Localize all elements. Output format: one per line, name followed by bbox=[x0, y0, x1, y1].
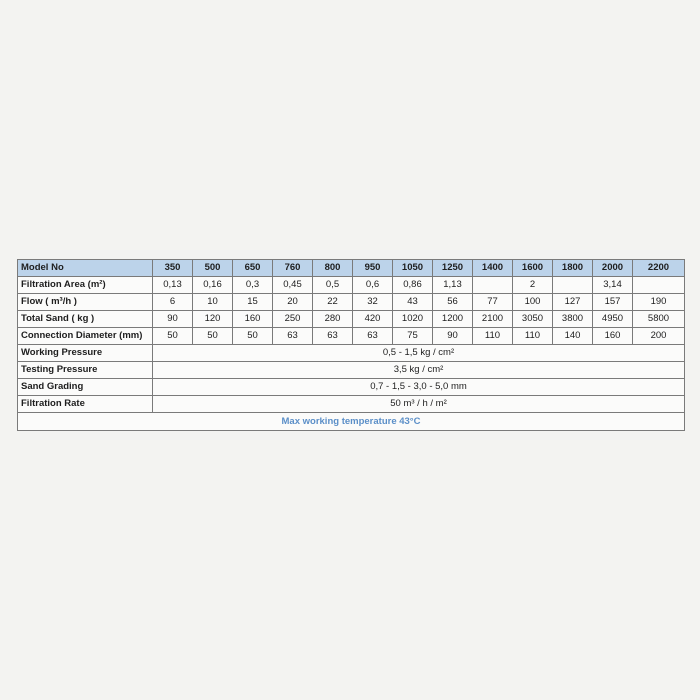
table-cell: 43 bbox=[393, 294, 433, 311]
table-cell: 0,5 bbox=[313, 277, 353, 294]
table-row bbox=[18, 311, 685, 328]
table-cell: 2 bbox=[513, 277, 553, 294]
table-cell: 90 bbox=[433, 328, 473, 345]
table-cell: 0,86 bbox=[393, 277, 433, 294]
table-cell bbox=[473, 277, 513, 294]
span-value: 50 m³ / h / m² bbox=[153, 396, 685, 413]
span-value: 0,5 - 1,5 kg / cm² bbox=[153, 345, 685, 362]
model-cell: 1800 bbox=[553, 260, 593, 277]
model-cell: 650 bbox=[233, 260, 273, 277]
table-cell: 110 bbox=[473, 328, 513, 345]
row-label: Total Sand ( kg ) bbox=[18, 311, 153, 328]
table-row bbox=[18, 277, 685, 294]
spec-row-filtration-rate bbox=[18, 396, 685, 413]
table-cell: 127 bbox=[553, 294, 593, 311]
table-cell: 56 bbox=[433, 294, 473, 311]
spec-row-sand-grading bbox=[18, 379, 685, 396]
table-cell: 50 bbox=[233, 328, 273, 345]
table-cell: 1020 bbox=[393, 311, 433, 328]
table-cell: 3800 bbox=[553, 311, 593, 328]
table-cell: 63 bbox=[313, 328, 353, 345]
model-cell: 2000 bbox=[593, 260, 633, 277]
model-cell: 1600 bbox=[513, 260, 553, 277]
table-cell bbox=[633, 277, 685, 294]
model-cell: 2200 bbox=[633, 260, 685, 277]
table-cell: 280 bbox=[313, 311, 353, 328]
row-label: Filtration Area (m²) bbox=[18, 277, 153, 294]
table-cell: 160 bbox=[233, 311, 273, 328]
table-cell: 3050 bbox=[513, 311, 553, 328]
table-cell: 0,3 bbox=[233, 277, 273, 294]
model-cell: 500 bbox=[193, 260, 233, 277]
table-cell: 5800 bbox=[633, 311, 685, 328]
table-cell: 77 bbox=[473, 294, 513, 311]
spec-row-testing-pressure bbox=[18, 362, 685, 379]
table-cell: 140 bbox=[553, 328, 593, 345]
span-value: 3,5 kg / cm² bbox=[153, 362, 685, 379]
table-cell: 50 bbox=[153, 328, 193, 345]
table-cell: 250 bbox=[273, 311, 313, 328]
model-cell: 800 bbox=[313, 260, 353, 277]
model-cell: 760 bbox=[273, 260, 313, 277]
table-cell: 50 bbox=[193, 328, 233, 345]
table-cell: 157 bbox=[593, 294, 633, 311]
table-row bbox=[18, 328, 685, 345]
table-cell: 90 bbox=[153, 311, 193, 328]
header-label: Model No bbox=[18, 260, 153, 277]
table-cell: 1,13 bbox=[433, 277, 473, 294]
table-cell: 6 bbox=[153, 294, 193, 311]
table-cell: 0,13 bbox=[153, 277, 193, 294]
table-cell: 110 bbox=[513, 328, 553, 345]
table-header-row bbox=[18, 260, 685, 277]
model-cell: 950 bbox=[353, 260, 393, 277]
table-cell: 0,45 bbox=[273, 277, 313, 294]
table-cell: 0,6 bbox=[353, 277, 393, 294]
table-cell: 63 bbox=[353, 328, 393, 345]
row-label: Flow ( m³/h ) bbox=[18, 294, 153, 311]
row-label: Testing Pressure bbox=[18, 362, 153, 379]
table-cell: 75 bbox=[393, 328, 433, 345]
table-cell: 32 bbox=[353, 294, 393, 311]
table-cell: 100 bbox=[513, 294, 553, 311]
note-row bbox=[18, 413, 685, 431]
row-label: Filtration Rate bbox=[18, 396, 153, 413]
table-cell: 190 bbox=[633, 294, 685, 311]
table-cell: 0,16 bbox=[193, 277, 233, 294]
model-cell: 1050 bbox=[393, 260, 433, 277]
row-label: Working Pressure bbox=[18, 345, 153, 362]
table-row bbox=[18, 294, 685, 311]
span-value: 0,7 - 1,5 - 3,0 - 5,0 mm bbox=[153, 379, 685, 396]
model-cell: 1250 bbox=[433, 260, 473, 277]
temperature-note: Max working temperature 43°C bbox=[18, 413, 685, 431]
table-cell bbox=[553, 277, 593, 294]
table-cell: 10 bbox=[193, 294, 233, 311]
table-cell: 4950 bbox=[593, 311, 633, 328]
table-cell: 63 bbox=[273, 328, 313, 345]
table-cell: 20 bbox=[273, 294, 313, 311]
table-cell: 420 bbox=[353, 311, 393, 328]
row-label: Connection Diameter (mm) bbox=[18, 328, 153, 345]
model-cell: 1400 bbox=[473, 260, 513, 277]
model-cell: 350 bbox=[153, 260, 193, 277]
table-cell: 200 bbox=[633, 328, 685, 345]
table-cell: 22 bbox=[313, 294, 353, 311]
table-cell: 120 bbox=[193, 311, 233, 328]
table-cell: 1200 bbox=[433, 311, 473, 328]
spec-table bbox=[17, 259, 685, 431]
table-cell: 3,14 bbox=[593, 277, 633, 294]
table-cell: 2100 bbox=[473, 311, 513, 328]
spec-row-working-pressure bbox=[18, 345, 685, 362]
table-cell: 160 bbox=[593, 328, 633, 345]
row-label: Sand Grading bbox=[18, 379, 153, 396]
table-cell: 15 bbox=[233, 294, 273, 311]
